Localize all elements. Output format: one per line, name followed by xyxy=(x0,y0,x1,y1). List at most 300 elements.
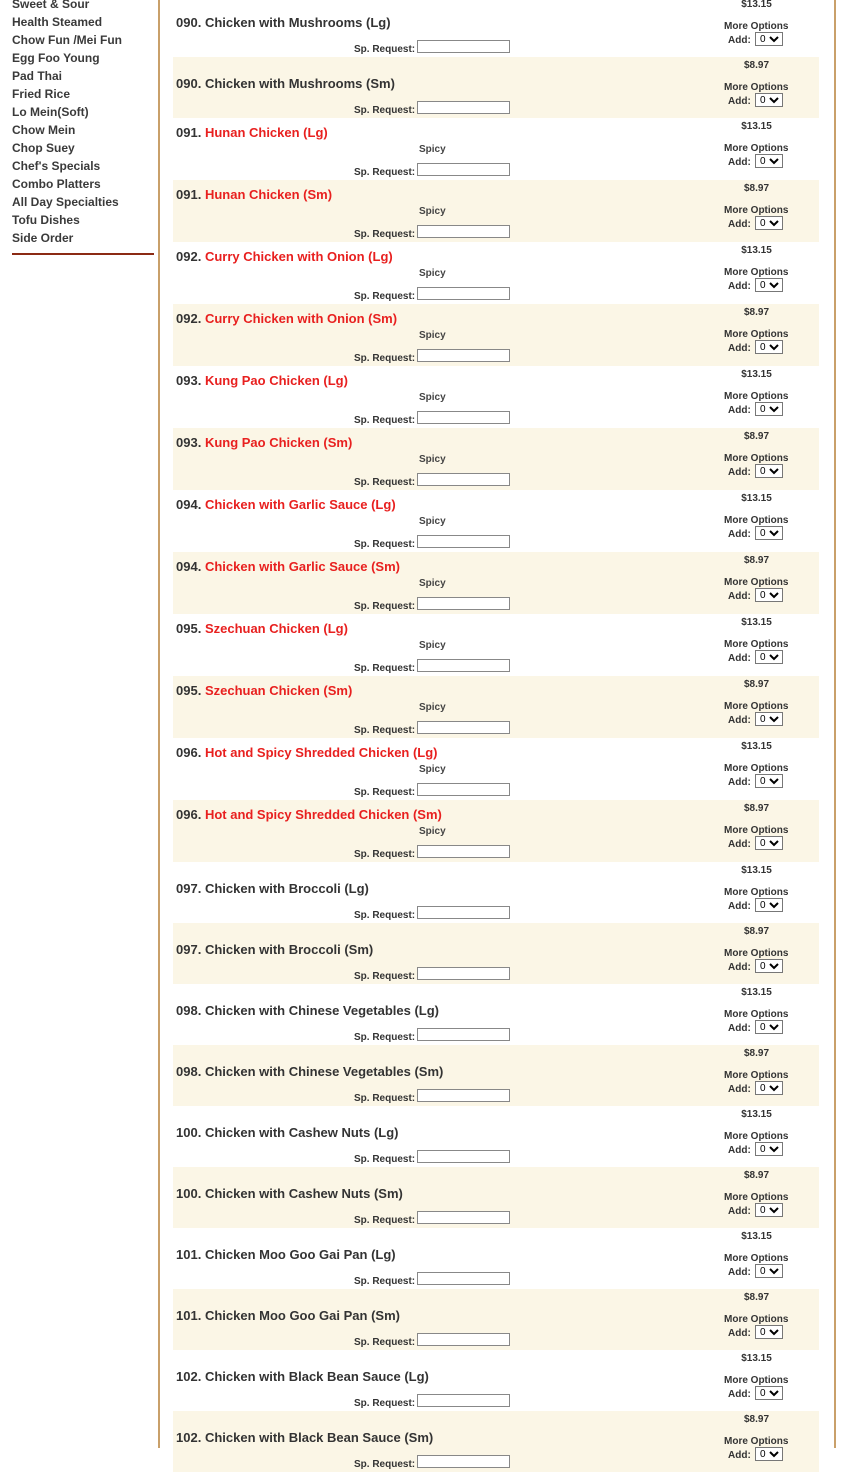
add-quantity xyxy=(728,962,751,973)
menu-item-row xyxy=(173,180,819,242)
add-quantity xyxy=(728,1328,751,1339)
add-label: Add: xyxy=(728,1267,751,1278)
item-title xyxy=(176,1125,399,1140)
item-title xyxy=(176,1064,443,1079)
item-title xyxy=(176,559,400,574)
item-name[interactable]: Curry Chicken with Onion (Lg) xyxy=(204,249,393,264)
special-request-input[interactable] xyxy=(417,597,510,610)
item-price: $13.15 xyxy=(741,1353,772,1364)
special-request xyxy=(354,601,415,612)
special-request-input[interactable] xyxy=(417,967,510,980)
quantity-select[interactable] xyxy=(755,1264,783,1278)
more-options-link[interactable]: More Options xyxy=(724,577,789,588)
special-request xyxy=(354,787,415,798)
item-number: 096. xyxy=(176,807,202,822)
more-options-link[interactable]: More Options xyxy=(724,887,789,898)
add-label: Add: xyxy=(728,715,751,726)
special-request-input[interactable] xyxy=(417,411,510,424)
special-request-label: Sp. Request: xyxy=(354,971,416,982)
item-price: $13.15 xyxy=(741,245,772,256)
item-name[interactable]: Kung Pao Chicken (Sm) xyxy=(204,435,353,450)
quantity-select[interactable] xyxy=(755,1142,783,1156)
item-title xyxy=(176,373,348,388)
special-request-label: Sp. Request: xyxy=(354,910,416,921)
special-request-input[interactable] xyxy=(417,906,510,919)
more-options-link[interactable]: More Options xyxy=(724,391,789,402)
special-request xyxy=(354,44,415,55)
spicy-label: Spicy xyxy=(419,330,446,341)
quantity-select[interactable] xyxy=(755,1203,783,1217)
sidebar-category-link[interactable]: Tofu Dishes xyxy=(12,213,80,227)
special-request-input[interactable] xyxy=(417,721,510,734)
special-request xyxy=(354,1032,415,1043)
item-number: 096. xyxy=(176,745,202,760)
add-quantity xyxy=(728,219,751,230)
menu-item-row xyxy=(173,118,819,180)
add-label: Add: xyxy=(728,1145,751,1156)
special-request-input[interactable] xyxy=(417,1455,510,1468)
item-number: 095. xyxy=(176,621,202,636)
special-request xyxy=(354,1398,415,1409)
item-price: $8.97 xyxy=(743,926,770,937)
item-title xyxy=(176,1369,429,1384)
add-label: Add: xyxy=(728,1328,751,1339)
item-number: 102. xyxy=(176,1369,202,1384)
quantity-select[interactable] xyxy=(755,588,783,602)
item-title xyxy=(176,1308,400,1323)
item-price: $8.97 xyxy=(743,183,770,194)
more-options-link[interactable]: More Options xyxy=(724,267,789,278)
item-title xyxy=(176,1247,396,1262)
spicy-label: Spicy xyxy=(419,268,446,279)
more-options-link[interactable]: More Options xyxy=(724,21,789,32)
item-price: $13.15 xyxy=(741,0,772,10)
add-quantity xyxy=(728,591,751,602)
special-request-input[interactable] xyxy=(417,349,510,362)
item-name[interactable]: Chicken with Cashew Nuts (Sm) xyxy=(204,1186,403,1201)
item-title xyxy=(176,881,369,896)
special-request-label: Sp. Request: xyxy=(354,1276,416,1287)
item-name[interactable]: Chicken with Mushrooms (Sm) xyxy=(204,76,395,91)
item-number: 091. xyxy=(176,187,202,202)
item-number: 097. xyxy=(176,881,202,896)
item-price: $13.15 xyxy=(741,865,772,876)
special-request-input[interactable] xyxy=(417,535,510,548)
special-request-label: Sp. Request: xyxy=(354,787,416,798)
spicy-label: Spicy xyxy=(419,640,446,651)
sidebar-category-link[interactable]: Lo Mein(Soft) xyxy=(12,105,89,119)
more-options-link[interactable]: More Options xyxy=(724,948,789,959)
add-label: Add: xyxy=(728,901,751,912)
quantity-select[interactable] xyxy=(755,1081,783,1095)
quantity-select[interactable] xyxy=(755,154,783,168)
special-request-label: Sp. Request: xyxy=(354,849,416,860)
item-name[interactable]: Hunan Chicken (Sm) xyxy=(204,187,333,202)
item-name[interactable]: Curry Chicken with Onion (Sm) xyxy=(204,311,398,326)
more-options-link[interactable]: More Options xyxy=(724,515,789,526)
more-options-link[interactable]: More Options xyxy=(724,143,789,154)
special-request-label: Sp. Request: xyxy=(354,725,416,736)
item-price: $8.97 xyxy=(743,1292,770,1303)
sidebar-category-link[interactable]: Side Order xyxy=(12,231,74,245)
special-request-input[interactable] xyxy=(417,1211,510,1224)
item-price: $8.97 xyxy=(743,431,770,442)
item-name[interactable]: Kung Pao Chicken (Lg) xyxy=(204,373,348,388)
menu-item-row xyxy=(173,428,819,490)
special-request xyxy=(354,1093,415,1104)
special-request-input[interactable] xyxy=(417,287,510,300)
item-name[interactable]: Hunan Chicken (Lg) xyxy=(204,125,328,140)
quantity-select[interactable] xyxy=(755,402,783,416)
item-number: 100. xyxy=(176,1186,202,1201)
more-options-link[interactable]: More Options xyxy=(724,205,789,216)
item-number: 094. xyxy=(176,497,202,512)
special-request-label: Sp. Request: xyxy=(354,105,416,116)
menu-item-row xyxy=(173,1045,819,1106)
item-name[interactable]: Chicken with Broccoli (Lg) xyxy=(204,881,369,896)
special-request xyxy=(354,1154,415,1165)
item-title xyxy=(176,187,332,202)
special-request-label: Sp. Request: xyxy=(354,477,416,488)
item-number: 102. xyxy=(176,1430,202,1445)
special-request xyxy=(354,663,415,674)
spicy-label: Spicy xyxy=(419,206,446,217)
add-quantity xyxy=(728,281,751,292)
special-request-label: Sp. Request: xyxy=(354,663,416,674)
sidebar-category-link[interactable]: Fried Rice xyxy=(12,87,71,101)
special-request xyxy=(354,539,415,550)
item-title xyxy=(176,311,397,326)
special-request xyxy=(354,353,415,364)
item-number: 093. xyxy=(176,435,202,450)
item-name[interactable]: Chicken with Mushrooms (Lg) xyxy=(204,15,391,30)
item-price: $13.15 xyxy=(741,1231,772,1242)
add-label: Add: xyxy=(728,219,751,230)
special-request xyxy=(354,1459,415,1470)
special-request-input[interactable] xyxy=(417,473,510,486)
item-name[interactable]: Szechuan Chicken (Lg) xyxy=(204,621,348,636)
special-request xyxy=(354,229,415,240)
special-request xyxy=(354,167,415,178)
special-request-label: Sp. Request: xyxy=(354,291,416,302)
menu-item-row xyxy=(173,862,819,923)
special-request-input[interactable] xyxy=(417,163,510,176)
quantity-select[interactable] xyxy=(755,1325,783,1339)
more-options-link[interactable]: More Options xyxy=(724,1253,789,1264)
item-number: 094. xyxy=(176,559,202,574)
add-label: Add: xyxy=(728,343,751,354)
special-request-input[interactable] xyxy=(417,1333,510,1346)
item-price: $8.97 xyxy=(743,1170,770,1181)
item-name[interactable]: Chicken Moo Goo Gai Pan (Sm) xyxy=(204,1308,400,1323)
more-options-link[interactable]: More Options xyxy=(724,763,789,774)
item-title xyxy=(176,497,396,512)
special-request-label: Sp. Request: xyxy=(354,353,416,364)
item-price: $13.15 xyxy=(741,493,772,504)
more-options-link[interactable]: More Options xyxy=(724,1192,789,1203)
more-options-link[interactable]: More Options xyxy=(724,82,789,93)
item-name[interactable]: Chicken with Chinese Vegetables (Sm) xyxy=(204,1064,444,1079)
menu-item-row xyxy=(173,984,819,1045)
add-label: Add: xyxy=(728,1084,751,1095)
special-request-input[interactable] xyxy=(417,1028,510,1041)
item-price: $8.97 xyxy=(743,679,770,690)
menu-item-row xyxy=(173,1350,819,1411)
spicy-label: Spicy xyxy=(419,702,446,713)
quantity-select[interactable] xyxy=(755,712,783,726)
quantity-select[interactable] xyxy=(755,836,783,850)
more-options-link[interactable]: More Options xyxy=(724,825,789,836)
special-request-input[interactable] xyxy=(417,40,510,53)
item-number: 097. xyxy=(176,942,202,957)
category-list xyxy=(12,0,122,247)
sidebar-category-link[interactable]: Chow Mein xyxy=(12,123,76,137)
special-request-input[interactable] xyxy=(417,1089,510,1102)
add-quantity xyxy=(728,839,751,850)
quantity-select[interactable] xyxy=(755,464,783,478)
add-label: Add: xyxy=(728,405,751,416)
quantity-select[interactable] xyxy=(755,774,783,788)
more-options-link[interactable]: More Options xyxy=(724,639,789,650)
item-title xyxy=(176,1003,439,1018)
menu-item-row xyxy=(173,490,819,552)
add-label: Add: xyxy=(728,591,751,602)
sidebar-category-link[interactable]: Chef's Specials xyxy=(12,159,101,173)
more-options-link[interactable]: More Options xyxy=(724,1009,789,1020)
item-price: $8.97 xyxy=(743,803,770,814)
add-label: Add: xyxy=(728,96,751,107)
menu-item-row xyxy=(173,57,819,118)
more-options-link[interactable]: More Options xyxy=(724,1070,789,1081)
special-request-input[interactable] xyxy=(417,783,510,796)
add-quantity xyxy=(728,157,751,168)
add-label: Add: xyxy=(728,467,751,478)
quantity-select[interactable] xyxy=(755,32,783,46)
add-label: Add: xyxy=(728,839,751,850)
item-title xyxy=(176,76,395,91)
menu-item-row xyxy=(173,1167,819,1228)
special-request-input[interactable] xyxy=(417,1272,510,1285)
category-sidebar xyxy=(0,0,158,1435)
special-request xyxy=(354,849,415,860)
special-request-input[interactable] xyxy=(417,225,510,238)
special-request-label: Sp. Request: xyxy=(354,1093,416,1104)
quantity-select[interactable] xyxy=(755,216,783,230)
spicy-label: Spicy xyxy=(419,578,446,589)
special-request xyxy=(354,910,415,921)
menu-item-row xyxy=(173,304,819,366)
quantity-select[interactable] xyxy=(755,898,783,912)
item-price: $13.15 xyxy=(741,121,772,132)
spicy-label: Spicy xyxy=(419,454,446,465)
special-request-label: Sp. Request: xyxy=(354,1032,416,1043)
special-request-label: Sp. Request: xyxy=(354,1215,416,1226)
item-title xyxy=(176,125,328,140)
add-quantity xyxy=(728,653,751,664)
add-quantity xyxy=(728,405,751,416)
menu-item-row xyxy=(173,738,819,800)
add-label: Add: xyxy=(728,653,751,664)
special-request-input[interactable] xyxy=(417,845,510,858)
spicy-label: Spicy xyxy=(419,826,446,837)
quantity-select[interactable] xyxy=(755,1020,783,1034)
menu-item-row xyxy=(173,366,819,428)
sidebar-category-link[interactable]: Sweet & Sour xyxy=(12,0,90,11)
item-price: $8.97 xyxy=(743,555,770,566)
item-name[interactable]: Chicken with Cashew Nuts (Lg) xyxy=(204,1125,399,1140)
item-name[interactable]: Chicken with Broccoli (Sm) xyxy=(204,942,374,957)
add-quantity xyxy=(728,1023,751,1034)
item-number: 092. xyxy=(176,249,202,264)
add-label: Add: xyxy=(728,777,751,788)
spicy-label: Spicy xyxy=(419,516,446,527)
item-price: $8.97 xyxy=(743,1414,770,1425)
item-number: 093. xyxy=(176,373,202,388)
item-number: 095. xyxy=(176,683,202,698)
item-title xyxy=(176,15,391,30)
add-quantity xyxy=(728,777,751,788)
add-label: Add: xyxy=(728,281,751,292)
quantity-select[interactable] xyxy=(755,93,783,107)
add-label: Add: xyxy=(728,35,751,46)
item-name[interactable]: Chicken with Black Bean Sauce (Sm) xyxy=(204,1430,434,1445)
add-quantity xyxy=(728,1145,751,1156)
item-number: 101. xyxy=(176,1247,202,1262)
menu-item-row xyxy=(173,1106,819,1167)
quantity-select[interactable] xyxy=(755,650,783,664)
spicy-label: Spicy xyxy=(419,144,446,155)
item-price: $13.15 xyxy=(741,1109,772,1120)
special-request-input[interactable] xyxy=(417,659,510,672)
item-number: 098. xyxy=(176,1003,202,1018)
add-label: Add: xyxy=(728,1389,751,1400)
special-request-label: Sp. Request: xyxy=(354,167,416,178)
quantity-select[interactable] xyxy=(755,959,783,973)
sidebar-category-link[interactable]: Chop Suey xyxy=(12,141,75,155)
special-request xyxy=(354,415,415,426)
quantity-select[interactable] xyxy=(755,1386,783,1400)
item-title xyxy=(176,1430,433,1445)
item-title xyxy=(176,745,438,760)
sidebar-category-link[interactable]: All Day Specialties xyxy=(12,195,119,209)
item-name[interactable]: Hot and Spicy Shredded Chicken (Lg) xyxy=(204,745,438,760)
add-label: Add: xyxy=(728,157,751,168)
item-title xyxy=(176,683,352,698)
item-number: 101. xyxy=(176,1308,202,1323)
add-label: Add: xyxy=(728,1450,751,1461)
spicy-label: Spicy xyxy=(419,392,446,403)
more-options-link[interactable]: More Options xyxy=(724,701,789,712)
menu-item-row xyxy=(173,1228,819,1289)
item-name[interactable]: Hot and Spicy Shredded Chicken (Sm) xyxy=(204,807,442,822)
special-request xyxy=(354,971,415,982)
sidebar-divider xyxy=(12,253,154,255)
more-options-link[interactable]: More Options xyxy=(724,1375,789,1386)
special-request-label: Sp. Request: xyxy=(354,1459,416,1470)
menu-item-row xyxy=(173,0,819,57)
add-label: Add: xyxy=(728,529,751,540)
item-number: 100. xyxy=(176,1125,202,1140)
menu-item-row xyxy=(173,676,819,738)
item-price: $8.97 xyxy=(743,1048,770,1059)
item-title xyxy=(176,942,373,957)
menu-item-row xyxy=(173,552,819,614)
sidebar-category-link[interactable]: Combo Platters xyxy=(12,177,101,191)
more-options-link[interactable]: More Options xyxy=(724,1131,789,1142)
special-request xyxy=(354,725,415,736)
more-options-link[interactable]: More Options xyxy=(724,453,789,464)
quantity-select[interactable] xyxy=(755,526,783,540)
special-request-input[interactable] xyxy=(417,1394,510,1407)
item-price: $13.15 xyxy=(741,741,772,752)
sidebar-category-link[interactable]: Pad Thai xyxy=(12,69,63,83)
item-price: $8.97 xyxy=(743,307,770,318)
more-options-link[interactable]: More Options xyxy=(724,1436,789,1447)
spicy-label: Spicy xyxy=(419,764,446,775)
menu-item-row xyxy=(173,1411,819,1472)
special-request xyxy=(354,291,415,302)
item-number: 091. xyxy=(176,125,202,140)
item-name[interactable]: Chicken with Garlic Sauce (Sm) xyxy=(204,559,400,574)
quantity-select[interactable] xyxy=(755,278,783,292)
special-request-label: Sp. Request: xyxy=(354,1398,416,1409)
menu-item-row xyxy=(173,242,819,304)
quantity-select[interactable] xyxy=(755,1447,783,1461)
item-name[interactable]: Chicken Moo Goo Gai Pan (Lg) xyxy=(204,1247,396,1262)
item-name[interactable]: Chicken with Black Bean Sauce (Lg) xyxy=(204,1369,429,1384)
special-request-label: Sp. Request: xyxy=(354,601,416,612)
sidebar-category-link[interactable]: Health Steamed xyxy=(12,15,103,29)
item-name[interactable]: Chicken with Chinese Vegetables (Lg) xyxy=(204,1003,439,1018)
item-name[interactable]: Chicken with Garlic Sauce (Lg) xyxy=(204,497,396,512)
add-quantity xyxy=(728,35,751,46)
menu-item-row xyxy=(173,1289,819,1350)
special-request xyxy=(354,1276,415,1287)
add-quantity xyxy=(728,1206,751,1217)
add-label: Add: xyxy=(728,962,751,973)
special-request xyxy=(354,477,415,488)
item-title xyxy=(176,807,442,822)
item-title xyxy=(176,435,352,450)
special-request-input[interactable] xyxy=(417,101,510,114)
item-price: $13.15 xyxy=(741,987,772,998)
add-quantity xyxy=(728,467,751,478)
add-quantity xyxy=(728,1084,751,1095)
special-request-label: Sp. Request: xyxy=(354,1337,416,1348)
item-number: 098. xyxy=(176,1064,202,1079)
special-request-label: Sp. Request: xyxy=(354,415,416,426)
sidebar-category-link[interactable]: Egg Foo Young xyxy=(12,51,100,65)
item-title xyxy=(176,1186,403,1201)
special-request-label: Sp. Request: xyxy=(354,1154,416,1165)
sidebar-category-link[interactable]: Chow Fun /Mei Fun xyxy=(12,33,122,47)
add-quantity xyxy=(728,529,751,540)
menu-item-row xyxy=(173,923,819,984)
item-number: 092. xyxy=(176,311,202,326)
add-quantity xyxy=(728,96,751,107)
more-options-link[interactable]: More Options xyxy=(724,329,789,340)
add-quantity xyxy=(728,343,751,354)
quantity-select[interactable] xyxy=(755,340,783,354)
more-options-link[interactable]: More Options xyxy=(724,1314,789,1325)
add-quantity xyxy=(728,1450,751,1461)
item-name[interactable]: Szechuan Chicken (Sm) xyxy=(204,683,353,698)
special-request-input[interactable] xyxy=(417,1150,510,1163)
menu-item-row xyxy=(173,614,819,676)
add-quantity xyxy=(728,901,751,912)
add-label: Add: xyxy=(728,1206,751,1217)
item-number: 090. xyxy=(176,15,202,30)
